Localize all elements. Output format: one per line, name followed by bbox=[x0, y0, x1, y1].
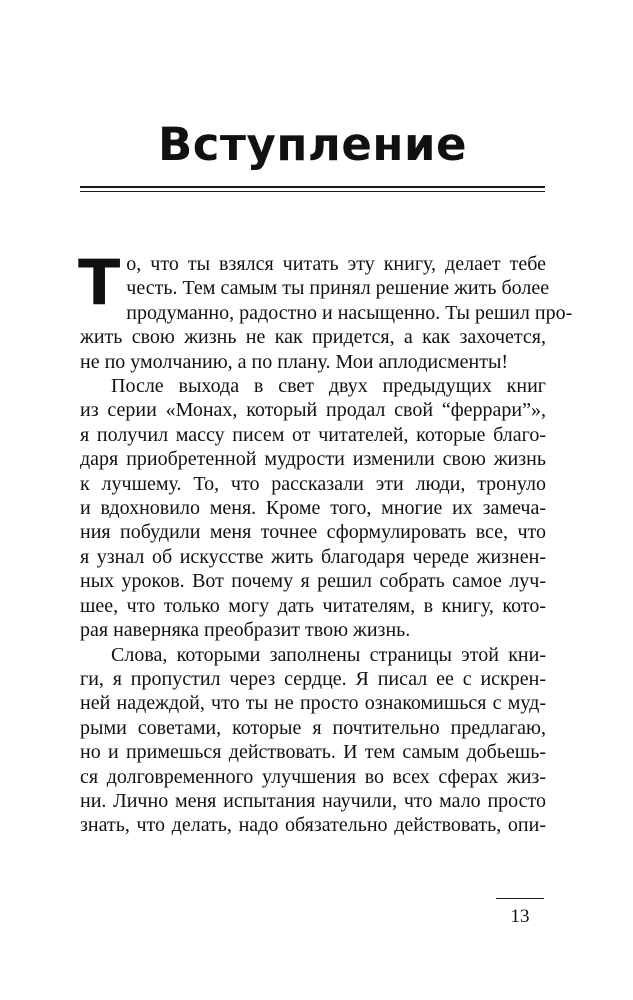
text-line: рыми советами, которые я почтительно предлагаю, bbox=[80, 716, 546, 739]
text-line: честь. Тем самым ты принял решение жить более bbox=[126, 277, 550, 300]
text-line: шее, что только могу дать читателям, в книгу, кото- bbox=[80, 594, 546, 617]
text-line: продуманно, радостно и насыщенно. Ты решил про- bbox=[126, 301, 573, 324]
text-line: знать, что делать, надо обязательно действовать, опи- bbox=[80, 814, 546, 837]
drop-cap: Т bbox=[78, 246, 121, 319]
text-line: даря приобретенной мудрости изменили свою жизнь bbox=[80, 448, 546, 471]
paragraph-2 bbox=[80, 374, 546, 642]
page-number-rule bbox=[496, 898, 544, 899]
text-line: ни. Лично меня испытания научили, что мало просто bbox=[80, 789, 546, 812]
text-line: ных уроков. Вот почему я решил собрать самое луч- bbox=[80, 570, 546, 593]
text-line: ся долговременного улучшения во всех сферах жиз- bbox=[80, 765, 546, 788]
text-line: ги, я пропустил через сердце. Я писал ее с искрен- bbox=[80, 667, 546, 690]
text-line: жить свою жизнь не как придется, а как захочется, bbox=[80, 326, 546, 349]
paragraph-3 bbox=[80, 643, 546, 838]
text-line: рая наверняка преобразит твою жизнь. bbox=[80, 619, 411, 642]
text-line: ней надеждой, что ты не просто ознакомишься с муд- bbox=[80, 692, 546, 715]
paragraph-1 bbox=[78, 246, 573, 374]
page-number: 13 bbox=[510, 906, 530, 927]
text-line: я получил массу писем от читателей, которые благо- bbox=[80, 423, 546, 446]
text-line: но и примешься действовать. И тем самым добьешь- bbox=[80, 741, 546, 764]
text-line: ния побудили меня точнее сформулировать все, что bbox=[80, 521, 546, 544]
title-double-rule bbox=[80, 186, 545, 192]
text-line: я узнал об искусстве жить благодаря череде жизнен- bbox=[80, 545, 546, 568]
chapter-title: Вступление bbox=[157, 118, 468, 171]
text-line: о, что ты взялся читать эту книгу, делает тебе bbox=[126, 253, 546, 275]
text-line: Слова, которыми заполнены страницы этой кни- bbox=[111, 643, 546, 666]
text-line: не по умолчанию, а по плану. Мои аплодисменты! bbox=[80, 350, 509, 373]
body-text bbox=[78, 246, 573, 838]
text-line: из серии «Монах, который продал свой “феррари”», bbox=[80, 399, 546, 422]
text-line: После выхода в свет двух предыдущих книг bbox=[111, 375, 546, 398]
text-line: и вдохновило меня. Кроме того, многие их замеча- bbox=[80, 497, 546, 520]
text-line: к лучшему. То, что рассказали эти люди, тронуло bbox=[80, 472, 546, 495]
